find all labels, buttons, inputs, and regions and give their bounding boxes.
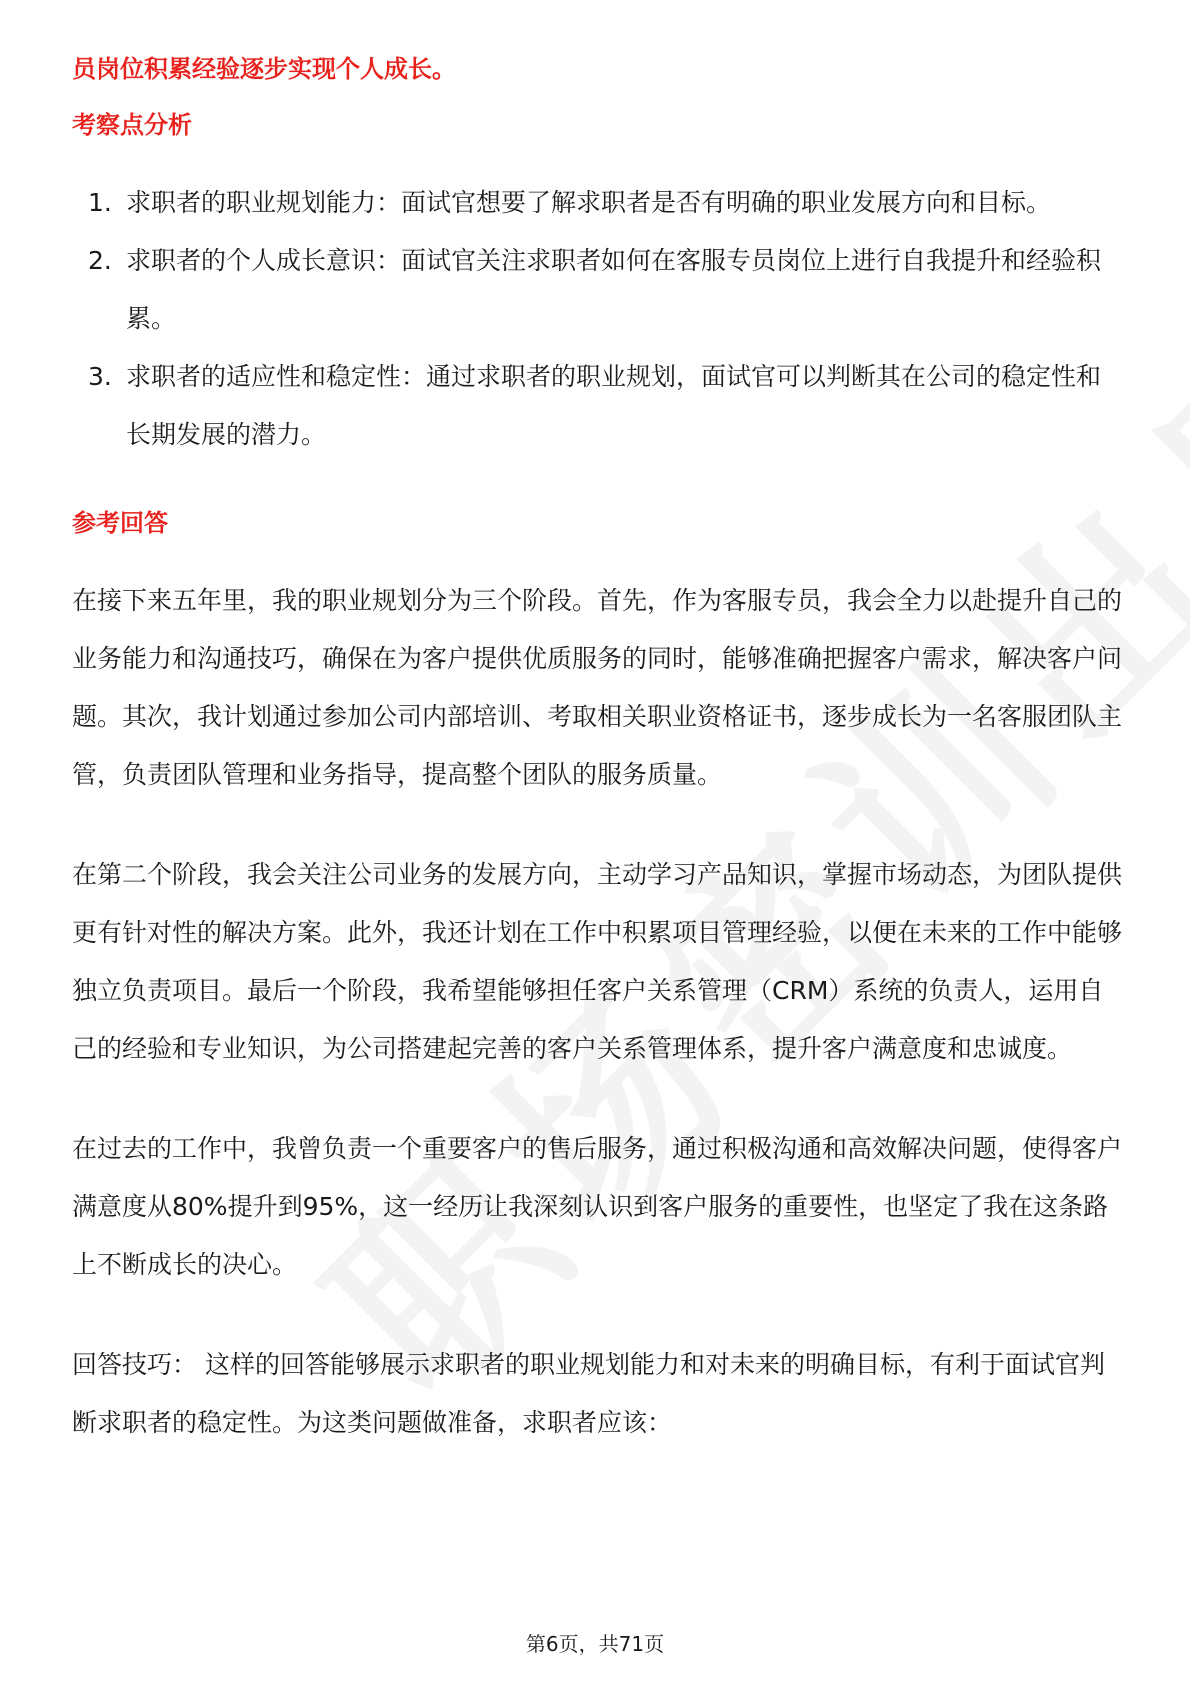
page-footer: 第6页，共71页 [525,1632,665,1656]
paragraph: 回答技巧： 这样的回答能够展示求职者的职业规划能力和对未来的明确目标，有利于面试官判断求职者的稳定性。为这类问题做准备，求职者应该： [72,1350,1105,1437]
analysis-list [72,174,1122,464]
list-item [72,232,1122,348]
reference-heading: 参考回答 [72,509,168,537]
list-item [72,348,1122,464]
analysis-heading: 考察点分析 [72,111,192,139]
list-text: 求职者的职业规划能力：面试官想要了解求职者是否有明确的职业发展方向和目标。 [126,188,1052,217]
list-number: 2. [88,246,112,275]
list-text: 求职者的适应性和稳定性：通过求职者的职业规划，面试官可以判断其在公司的稳定性和长期发展的潜力。 [126,362,1102,449]
paragraph: 在过去的工作中，我曾负责一个重要客户的售后服务，通过积极沟通和高效解决问题，使得客户满意度从80%提升到95%，这一经历让我深刻认识到客户服务的重要性，也坚定了我在这条路上不断成长的决心。 [72,1134,1123,1279]
paragraph: 在接下来五年里，我的职业规划分为三个阶段。首先，作为客服专员，我会全力以赴提升自己的业务能力和沟通技巧，确保在为客户提供优质服务的同时，能够准确把握客户需求，解决客户问题。其次，我计划通过参加公司内部培训、考取相关职业资格证书，逐步成长为一名客服团队主管，负责团队管理和业务指导，提高整个团队的服务质量。 [72,586,1123,789]
list-number: 1. [88,188,112,217]
list-item [72,174,1122,232]
list-text: 求职者的个人成长意识：面试官关注求职者如何在客服专员岗位上进行自我提升和经验积累。 [126,246,1102,333]
paragraph: 在第二个阶段，我会关注公司业务的发展方向，主动学习产品知识，掌握市场动态，为团队提供更有针对性的解决方案。此外，我还计划在工作中积累项目管理经验，以便在未来的工作中能够独立负责项目。最后一个阶段，我希望能够担任客户关系管理（CRM）系统的负责人，运用自己的经验和专业知识，为公司搭建起完善的客户关系管理体系，提升客户满意度和忠诚度。 [72,860,1123,1063]
content [72,50,1122,1494]
intro-fragment: 员岗位积累经验逐步实现个人成长。 [72,55,456,83]
list-number: 3. [88,362,112,391]
